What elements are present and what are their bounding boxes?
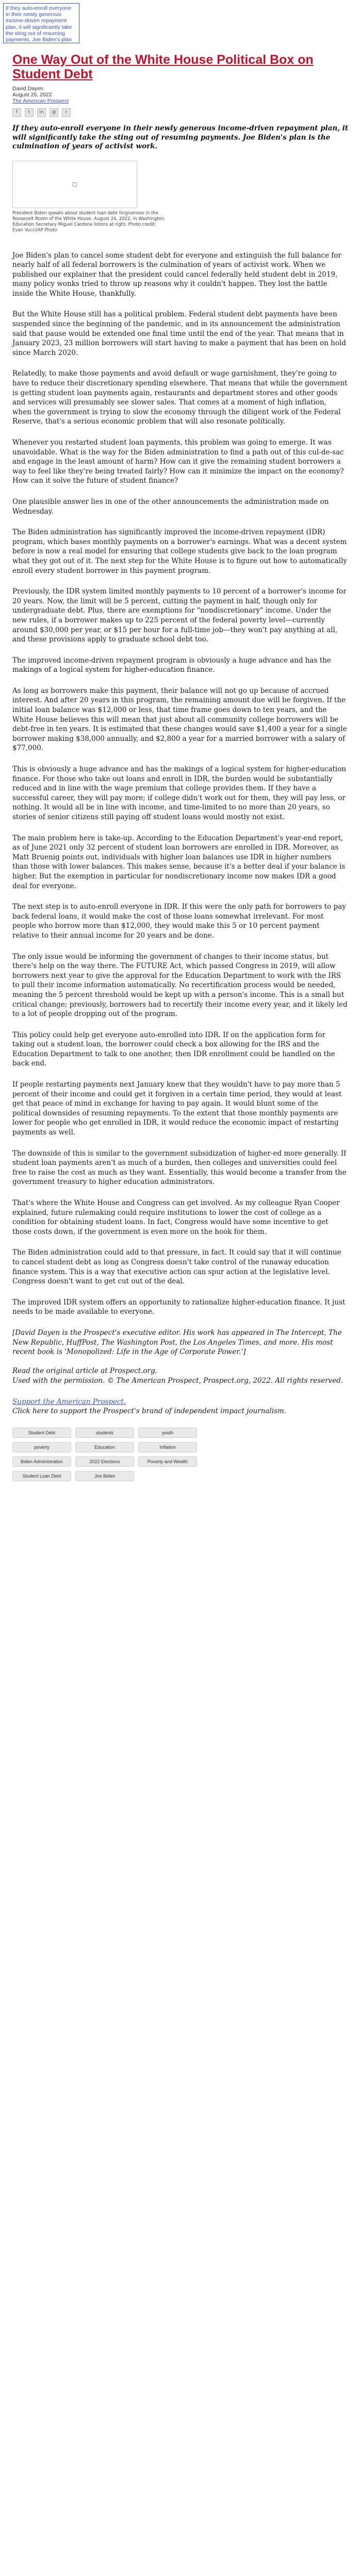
facebook-icon[interactable]: f (12, 108, 21, 117)
paragraph: Previously, the IDR system limited monthly payments to 10 percent of a borrower's income for 20 years. Now, the limit will be 5 percent, cutting the payment in half, though only for undergraduate debt. Plus, there are exemptions for "nondiscretionary" income. Under the new rules, if a borrower makes up to 225 percent of the federal poverty level—currently around $30,000 per year, or $15 per hour for a full-time job—they won't pay anything at all, and these provisions apply to graduate school debt too. (12, 587, 347, 644)
paragraph: If people restarting payments next January knew that they wouldn't have to pay more than 5 percent of their income and could get it forgiven in a certain time period, they would at least get that peace of mind in exchange for having to pay again. It would blunt some of the political downsides of resuming repayments. To the extent that those monthly payments are lower for people who get enrolled in IDR, it would reduce the economic impact of restarting payments as well. (12, 1080, 342, 1137)
read-original-link[interactable]: Read the original article at Prospect.org. (12, 1367, 157, 1376)
article (12, 53, 349, 1481)
tag[interactable]: Biden Administration (12, 1456, 71, 1467)
paragraph: The Biden administration could add to that pressure, in fact. It could say that it will continue to cancel student debt as long as Congress doesn't take control of the runaway education finance system. This is a way that executive action can spur action at the legislative level. Congress doesn't want to get cut out of the deal. (12, 1248, 341, 1286)
tag[interactable]: Student Debt (12, 1428, 71, 1438)
paragraph: The main problem here is take-up. According to the Education Department's year-end report, as of June 2021 only 32 percent of student loan borrowers are enrolled in IDR. Moreover, as Matt Bruenig points out, individuals with higher loan balances use IDR in higher numbers than those with lower balances. This makes sense, because it's a better deal if your balance is higher. But the exemption in particular for nondiscretionary income now makes IDR a good deal for everyone. (12, 834, 346, 890)
publish-date: August 25, 2022 (12, 92, 52, 98)
paragraph: Relatedly, to make those payments and avoid default or wage garnishment, they're going to have to reduce their discretionary spending elsewhere. That means that while the government is getting student loan payments again, restaurants and department stores and other goods and services will presumably see slower sales. That comes at a moment of high inflation, when the government is trying to slow the economy through the diligent work of the Federal Reserve, that's a serious economic problem that will also resonate politically. (12, 369, 348, 426)
paragraph: The improved IDR system offers an opportunity to rationalize higher-education finance. It just needs to be made available to everyone. (12, 1298, 346, 1316)
paragraph: This policy could help get everyone auto-enrolled into IDR. If on the application form for taking out a student loan, the borrower could check a box allowing for the IRS and the Education Department to talk to one another, then IDR enrollment could be handled on the back end. (12, 1030, 335, 1068)
hero-image (0, 0, 83, 46)
author-bio (12, 1328, 348, 1386)
photo-placeholder-icon: ▢ (72, 181, 78, 188)
linkedin-icon[interactable]: in (37, 108, 46, 117)
paragraph: But the White House still has a political problem. Federal student debt payments have been suspended since the beginning of the pandemic, and in its announcement the administration said that pause would be extended one final time until the end of the year. That means that in January 2023, 23 million borrowers will start having to make a payment that has been on hold since March 2020. (12, 310, 346, 357)
paragraph: As long as borrowers make this payment, their balance will not go up because of accrued interest. And after 20 years in this program, the remaining amount due will be forgiven. If the initial loan balance was $12,000 or less, that time frame goes down to ten years, and the White House believes this will mean that just about all community college borrowers will be debt-free in ten years. It is estimated that these changes would save $1,400 a year for a single borrower making $38,000 annually, and $2,800 a year for a married borrower with a salary of $77,000. (12, 686, 347, 753)
bio-text: [David Dayen is the Prospect's executive editor. His work has appeared in The Intercept, The New Republic, HuffPost, The Washington Post, the Los Angeles Times, and more. His most recent book is 'Monopolized: Life in the Age of Corporate Power.'] (12, 1328, 342, 1357)
author: David Dayen (12, 86, 44, 92)
reddit-icon[interactable]: r (62, 108, 71, 117)
paragraph: Whenever you restarted student loan payments, this problem was going to emerge. It was unavoidable. What is the way for the Biden administration to find a path out of this cul-de-sac and engage in the least amount of harm? How can it give the remaining student borrowers a way to feel like they're being treated fairly? How can it minimize the impact on the economy? How can it solve the future of student finance? (12, 438, 344, 485)
tag[interactable]: 2022 Elections (75, 1456, 134, 1467)
article-title[interactable]: One Way Out of the White House Political Box on Student Debt (12, 53, 314, 81)
photo-caption: President Biden speaks about student loan debt forgiveness in the Roosevelt Room of the White House, August 24, 2022, in Washington. Education Secretary Miguel Cardona listens at right. Photo credit: Evan Vucci/AP Photo (12, 210, 166, 233)
tag[interactable]: Student Loan Debt (12, 1471, 71, 1481)
paragraph: The Biden administration has significantly improved the income-driven repayment (IDR) program, which bases monthly payments on a borrower's earnings. What was a decent system before is now a real model for ensuring that college students give back to the loan program what they got out of it. The next step for the White House is to figure out how to automatically enroll every student borrower in this payment program. (12, 528, 348, 575)
paragraph: The next step is to auto-enroll everyone in IDR. If this were the only path for borrowers to pay back federal loans, it would make the cost of those loans somewhat irrelevant. For most people who borrow more than $12,000, they would make this 5 or 10 percent payment relative to their annual income for 20 years and be done. (12, 903, 346, 940)
paragraph: That's where the White House and Congress can get involved. As my colleague Ryan Cooper explained, future rulemaking could require institutions to lower the cost of college as a condition for obtaining student loans. In fact, Congress would have some incentive to get those costs down, if the government is even more on the hook for them. (12, 1199, 340, 1236)
twitter-icon[interactable]: t (25, 108, 34, 117)
support-link[interactable]: Support the American Prospect. (12, 1397, 126, 1406)
paragraph: The downside of this is similar to the government subsidization of higher-ed more generally. If student loan payments aren't as much of a burden, then colleges and universities could feel free to raise the cost as much as they want. Essentially, this would become a transfer from the government treasury to higher education administrators. (12, 1149, 347, 1187)
paragraph: The only issue would be informing the government of changes to their income status, but there's help on the way there. The FUTURE Act, which passed Congress in 2019, will allow borrowers next year to give the approval for the Education Department to work with the IRS to pull their income information automatically. No recertification process would be needed, meaning the 5 percent threshold would be kept up with a person's income. This is a small but critical change; previously, borrowers had to recertify their income every year, and it likely led to a lot of people dropping out of the program. (12, 952, 348, 1019)
paragraph: Joe Biden's plan to cancel some student debt for everyone and extinguish the full balance for nearly half of all federal borrowers is the culmination of years of activist work. When we published our explainer that the president could cancel federally held student debt in 2019, many policy wonks tried to throw up reasons why it couldn't happen. They lost the battle inside the White House, thankfully. (12, 251, 341, 298)
support-block (12, 1397, 348, 1416)
support-text: Click here to support the Prospect's brand of independent impact journalism. (12, 1407, 287, 1416)
tag[interactable]: Inflation (138, 1442, 197, 1452)
tag[interactable]: Education (75, 1442, 134, 1452)
email-icon[interactable]: @ (50, 108, 58, 117)
publication-link[interactable]: The American Prospect (12, 98, 69, 104)
share-bar (12, 108, 349, 116)
tag[interactable]: poverty (12, 1442, 71, 1452)
tag[interactable]: Joe Biden (75, 1471, 134, 1481)
reprint-notice: Used with the permission. © The American Prospect, Prospect.org, 2022. All rights reserved. (12, 1376, 343, 1385)
paragraph: This is obviously a huge advance and has the makings of a logical system for higher-education finance. For those who take out loans and enroll in IDR, the burden would be substantially reduced and in line with the wage premium that college provides them. If they have a successful career, they will pay more; if college didn't work out for them, they will pay less, or nothing. It would all be in line with income, and time-limited to no more than 20 years, so stories of senior citizens still paying off student loans would mostly not exist. (12, 765, 347, 821)
article-dek: If they auto-enroll everyone in their newly generous income-driven repayment plan, it will significantly take the sting out of resuming payments. Joe Biden's plan is the culmination of years of activist work. (12, 124, 349, 150)
article-photo (12, 161, 137, 208)
paragraph: The improved income-driven repayment program is obviously a huge advance and has the makings of a logical system for higher-education finance. (12, 656, 331, 674)
paragraph: One plausible answer lies in one of the other announcements the administration made on Wednesday. (12, 497, 329, 516)
tag[interactable]: students (75, 1428, 134, 1438)
hero-alt-text: If they auto-enroll everyone in their newly generous income-driven repayment plan, it will significantly take the sting out of resuming payments. Joe Biden's plan (3, 3, 79, 43)
tag-list (12, 1428, 219, 1481)
article-body (12, 251, 348, 1416)
tag[interactable]: Poverty and Wealth (138, 1456, 197, 1467)
tag[interactable]: youth (138, 1428, 197, 1438)
article-meta (12, 86, 349, 104)
